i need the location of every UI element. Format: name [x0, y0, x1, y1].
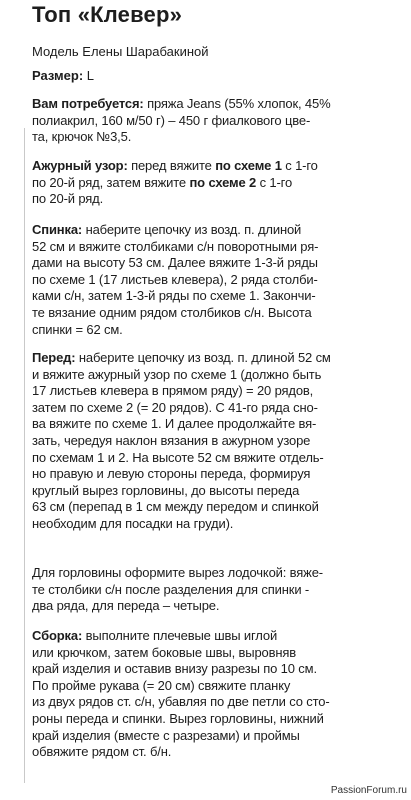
- assembly-label: Сборка:: [32, 628, 83, 643]
- back-label: Спинка:: [32, 222, 83, 237]
- front-line-4: затем по схеме 2 (= 20 рядов). С 41-го ряда сно-: [32, 399, 318, 415]
- neckline-line-3: два ряда, для переда – четыре.: [32, 598, 220, 614]
- pattern-line-2: по 20-й ряд, затем вяжите по схеме 2 с 1-го: [32, 174, 293, 190]
- article-title: Топ «Клевер»: [32, 2, 183, 27]
- assembly-line-3: край изделия и оставив внизу разрезы по 10 см.: [32, 661, 317, 677]
- materials-line-3: та, крючок №3,5.: [32, 129, 132, 145]
- front-label: Перед:: [32, 350, 76, 365]
- assembly-line-6: роны переда и спинки. Вырез горловины, нижний: [32, 710, 324, 726]
- back-line-1: Спинка: наберите цепочку из возд. п. длиной: [32, 222, 302, 237]
- assembly-line-2: или крючком, затем боковые швы, выровняв: [32, 644, 297, 660]
- back-line-2: 52 см и вяжите столбиками с/н поворотными ря-: [32, 238, 319, 254]
- pattern-line-3: по 20-й ряд.: [32, 191, 104, 207]
- back-line-7: спинки = 62 см.: [32, 321, 123, 337]
- materials-line-2: полиакрил, 160 м/50 г) – 450 г фиалкового цве-: [32, 112, 311, 128]
- back-paragraph: [32, 222, 382, 338]
- margin-rule: [24, 128, 25, 783]
- assembly-line-5: из двух рядов ст. с/н, убавляя по две петли со сто-: [32, 694, 330, 710]
- assembly-paragraph: [32, 628, 382, 761]
- front-line-1: Перед: наберите цепочку из возд. п. длиной 52 см: [32, 350, 331, 365]
- front-line-5: ва вяжите по схеме 1. И далее продолжайте вя-: [32, 416, 317, 432]
- front-line-6: зать, чередуя наклон вязания в ажурном узоре: [32, 432, 311, 448]
- back-line-4: по схеме 1 (17 листьев клевера), 2 ряда столби-: [32, 271, 318, 287]
- neckline-line-2: те столбики с/н после разделения для спинки -: [32, 581, 310, 597]
- back-line-3: дами на высоту 53 см. Далее вяжите 1-3-й ряды: [32, 255, 318, 271]
- assembly-line-1: Сборка: выполните плечевые швы иглой: [32, 628, 278, 643]
- front-line-8: но правую и левую стороны переда, формируя: [32, 466, 311, 482]
- back-line-5: ками с/н, затем 1-3-й ряды по схеме 1. Закончи-: [32, 288, 316, 304]
- materials-label: Вам потребуется:: [32, 96, 144, 111]
- front-line-7: по схемам 1 и 2. На высоте 52 см вяжите отдель-: [32, 449, 324, 465]
- assembly-line-4: По пройме рукава (= 20 см) свяжите планку: [32, 677, 291, 693]
- neckline-line-1: Для горловины оформите вырез лодочкой: вяже-: [32, 565, 323, 580]
- materials-line-1: Вам потребуется: пряжа Jeans (55% хлопок, 45%: [32, 96, 331, 111]
- back-line-6: те вязание одним рядом столбиков с/н. Высота: [32, 304, 312, 320]
- size-value: L: [83, 68, 94, 83]
- site-watermark: PassionForum.ru: [330, 785, 407, 796]
- pattern-label: Ажурный узор:: [32, 158, 128, 173]
- front-line-2: и вяжите ажурный узор по схеме 1 (должно быть: [32, 366, 322, 382]
- front-line-9: круглый вырез горловины, до высоты переда: [32, 482, 300, 498]
- assembly-line-8: обвяжите рядом ст. б/н.: [32, 744, 172, 760]
- front-line-3: 17 листьев клевера в прямом ряду) = 20 рядов,: [32, 383, 314, 399]
- neckline-paragraph: [32, 565, 382, 615]
- pattern-paragraph: [32, 158, 382, 208]
- author-line: Модель Елены Шарабакиной: [32, 44, 209, 59]
- size-label: Размер:: [32, 68, 84, 83]
- assembly-line-7: край изделия (вместе с разрезами) и проймы: [32, 727, 300, 743]
- front-paragraph: [32, 350, 382, 533]
- front-line-11: необходим для посадки на груди).: [32, 515, 234, 531]
- front-line-10: 63 см (перепад в 1 см между передом и спинкой: [32, 499, 319, 515]
- pattern-line-1: Ажурный узор: перед вяжите по схеме 1 с 1-го: [32, 158, 318, 173]
- size-line: [32, 68, 94, 83]
- materials-paragraph: [32, 96, 382, 146]
